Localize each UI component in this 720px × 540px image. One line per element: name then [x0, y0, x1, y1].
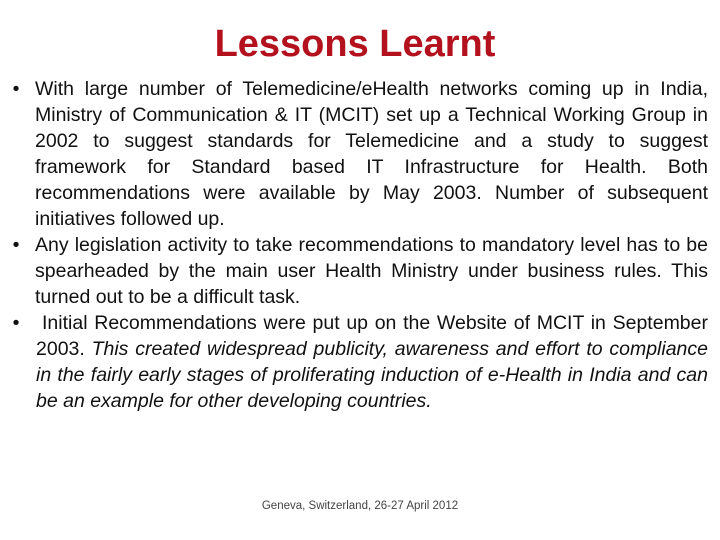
bullet-icon: • [12, 234, 20, 256]
bullet-text-regular: Initial Recommendations were put up on the Website of MCIT in September 2003. [36, 312, 708, 360]
bullet-icon: • [12, 312, 20, 334]
bullet-icon: • [12, 78, 20, 100]
bullet-item [6, 232, 708, 310]
bullet-list [6, 76, 708, 414]
bullet-item [6, 310, 708, 414]
bullet-item [6, 76, 708, 232]
slide-footer: Geneva, Switzerland, 26-27 April 2012 [261, 500, 459, 512]
bullet-text: With large number of Telemedicine/eHealth networks coming up in India, Ministry of Communication & IT (MCIT) set up a Technical Working Group in 2002 to suggest standards for Telemedicine and a study to suggest framework for Standard based IT Infrastructure for Health. Both recommendations were available by May 2003. Number of subsequent initiatives followed up. [35, 78, 708, 230]
bullet-text-italic: This created widespread publicity, awareness and effort to compliance in the fairly early stages of proliferating induction of e-Health in India and can be an example for other developing countries. [36, 338, 708, 412]
bullet-text: Any legislation activity to take recommendations to mandatory level has to be spearheaded by the main user Health Ministry under business rules. This turned out to be a difficult task. [35, 234, 708, 308]
slide-title: Lessons Learnt [214, 23, 496, 65]
